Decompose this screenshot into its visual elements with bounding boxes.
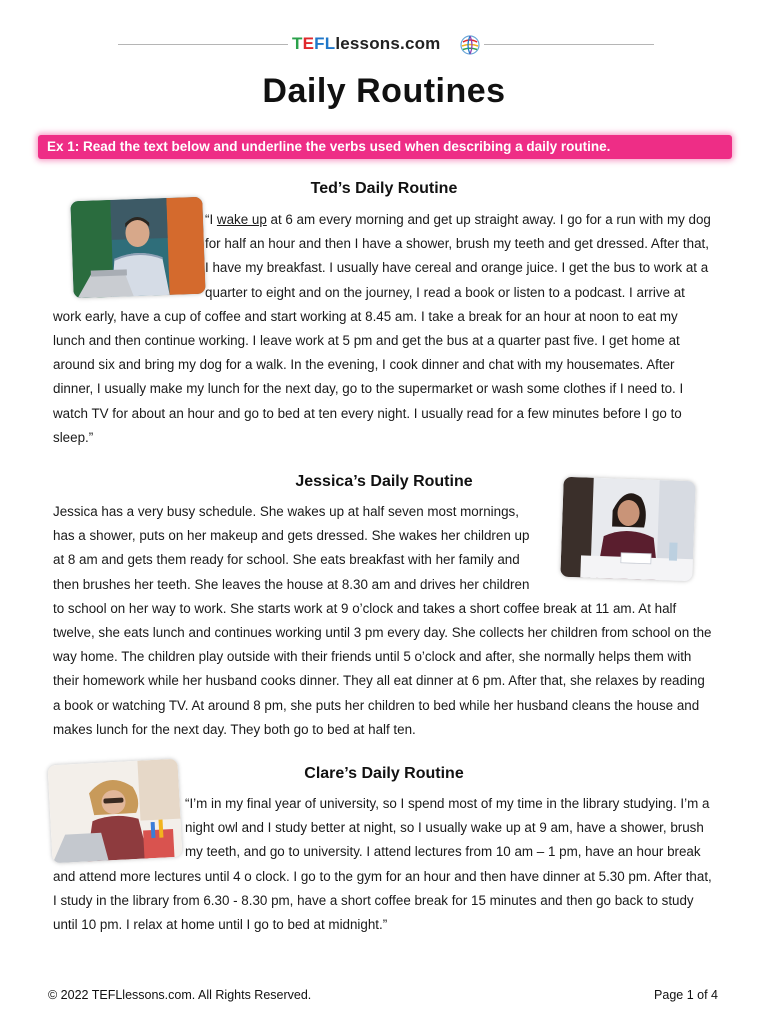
logo-lessons-com: lessons.com bbox=[335, 34, 441, 53]
ted-photo-wrap-space bbox=[53, 208, 205, 298]
section-title-jessica: Jessica’s Daily Routine bbox=[295, 473, 473, 490]
copyright-footer: © 2022 TEFLlessons.com. All Rights Reserved. bbox=[48, 988, 312, 1002]
clare-photo-wrap-space bbox=[53, 792, 185, 862]
clare-text-body: “I’m in my final year of university, so I spend most of my time in the library studying. I’m a night owl and I study better at night, so I usually wake up at 9 am, have a shower, brush my teeth, and go to university. I attend lectures from 10 am – 1 pm, have an hour break and attend more lectures until 4 o clock. I go to the gym for an hour and then have dinner at 5.30 pm. After that, I study in the library from 6.30 - 8.30 pm, have a short coffee break for 15 minutes and then go back to study until 10 pm. I relax at home until I go to bed at midnight.” bbox=[53, 796, 712, 933]
logo-header bbox=[118, 34, 654, 56]
logo-letter-t: T bbox=[292, 34, 303, 53]
section-title-clare: Clare’s Daily Routine bbox=[304, 765, 464, 782]
section-title-ted: Ted’s Daily Routine bbox=[310, 180, 458, 197]
jessica-routine-text bbox=[53, 500, 713, 742]
globe-icon bbox=[460, 35, 480, 55]
tefl-logo[interactable] bbox=[292, 34, 482, 56]
header-rule-right bbox=[484, 44, 654, 45]
jessica-photo-wrap-space bbox=[533, 500, 713, 596]
ted-text-body: at 6 am every morning and get up straight away. I go for a run with my dog for half an hour and then I have a shower, brush my teeth and get dressed. After that, I have my breakfast. I usually have cereal and orange juice. I get the bus to work at a quarter to eight and on the journey, I read a book or listen to a podcast. I arrive at work early, have a cup of coffee and start working at 8.45 am. I take a break for an hour at noon to eat my lunch and then continue working. I leave work at 5 pm and get the bus at a quarter past five. I get home at around six and bring my dog for a walk. In the evening, I cook dinner and chat with my housemates. After dinner, I usually make my lunch for the next day, go to the supermarket or wash some clothes if I need to. I watch TV for about an hour and go to bed at ten every night. I usually read for a few minutes before I go to sleep.” bbox=[53, 212, 711, 445]
jessica-text-body: Jessica has a very busy schedule. She wakes up at half seven most mornings, has a shower, puts on her makeup and gets dressed. She wakes her children up at 8 am and gets them ready for school. She eats breakfast with her family and then brushes her teeth. She leaves the house at 8.30 am and drives her children to school on her way to work. She starts work at 9 o’clock and takes a short coffee break at 11 am. At half twelve, she eats lunch and continues working until 3 pm every day. She collects her children from school on the way home. The children play outside with their friends until 5 o’clock and after, she normally helps them with their homework while her husband cooks dinner. They all eat dinner at 6 pm. After that, she relaxes by reading a book or watching TV. At around 8 pm, she puts her children to bed while her husband cleans the house and makes lunch for the next day. They both go to bed at half ten. bbox=[53, 504, 712, 737]
underlined-example-verb: wake up bbox=[216, 212, 267, 227]
ted-text-quote: “I bbox=[205, 212, 217, 227]
logo-letter-e: E bbox=[302, 34, 315, 53]
page-number: Page 1 of 4 bbox=[654, 988, 718, 1002]
clare-routine-text bbox=[53, 792, 713, 937]
logo-letters-fl: FL bbox=[314, 34, 336, 53]
exercise-instruction-banner: Ex 1: Read the text below and underline the verbs used when describing a daily routine. bbox=[38, 135, 732, 159]
page-title: Daily Routines bbox=[262, 72, 506, 110]
ted-routine-text bbox=[53, 208, 713, 450]
header-rule-left bbox=[118, 44, 288, 45]
